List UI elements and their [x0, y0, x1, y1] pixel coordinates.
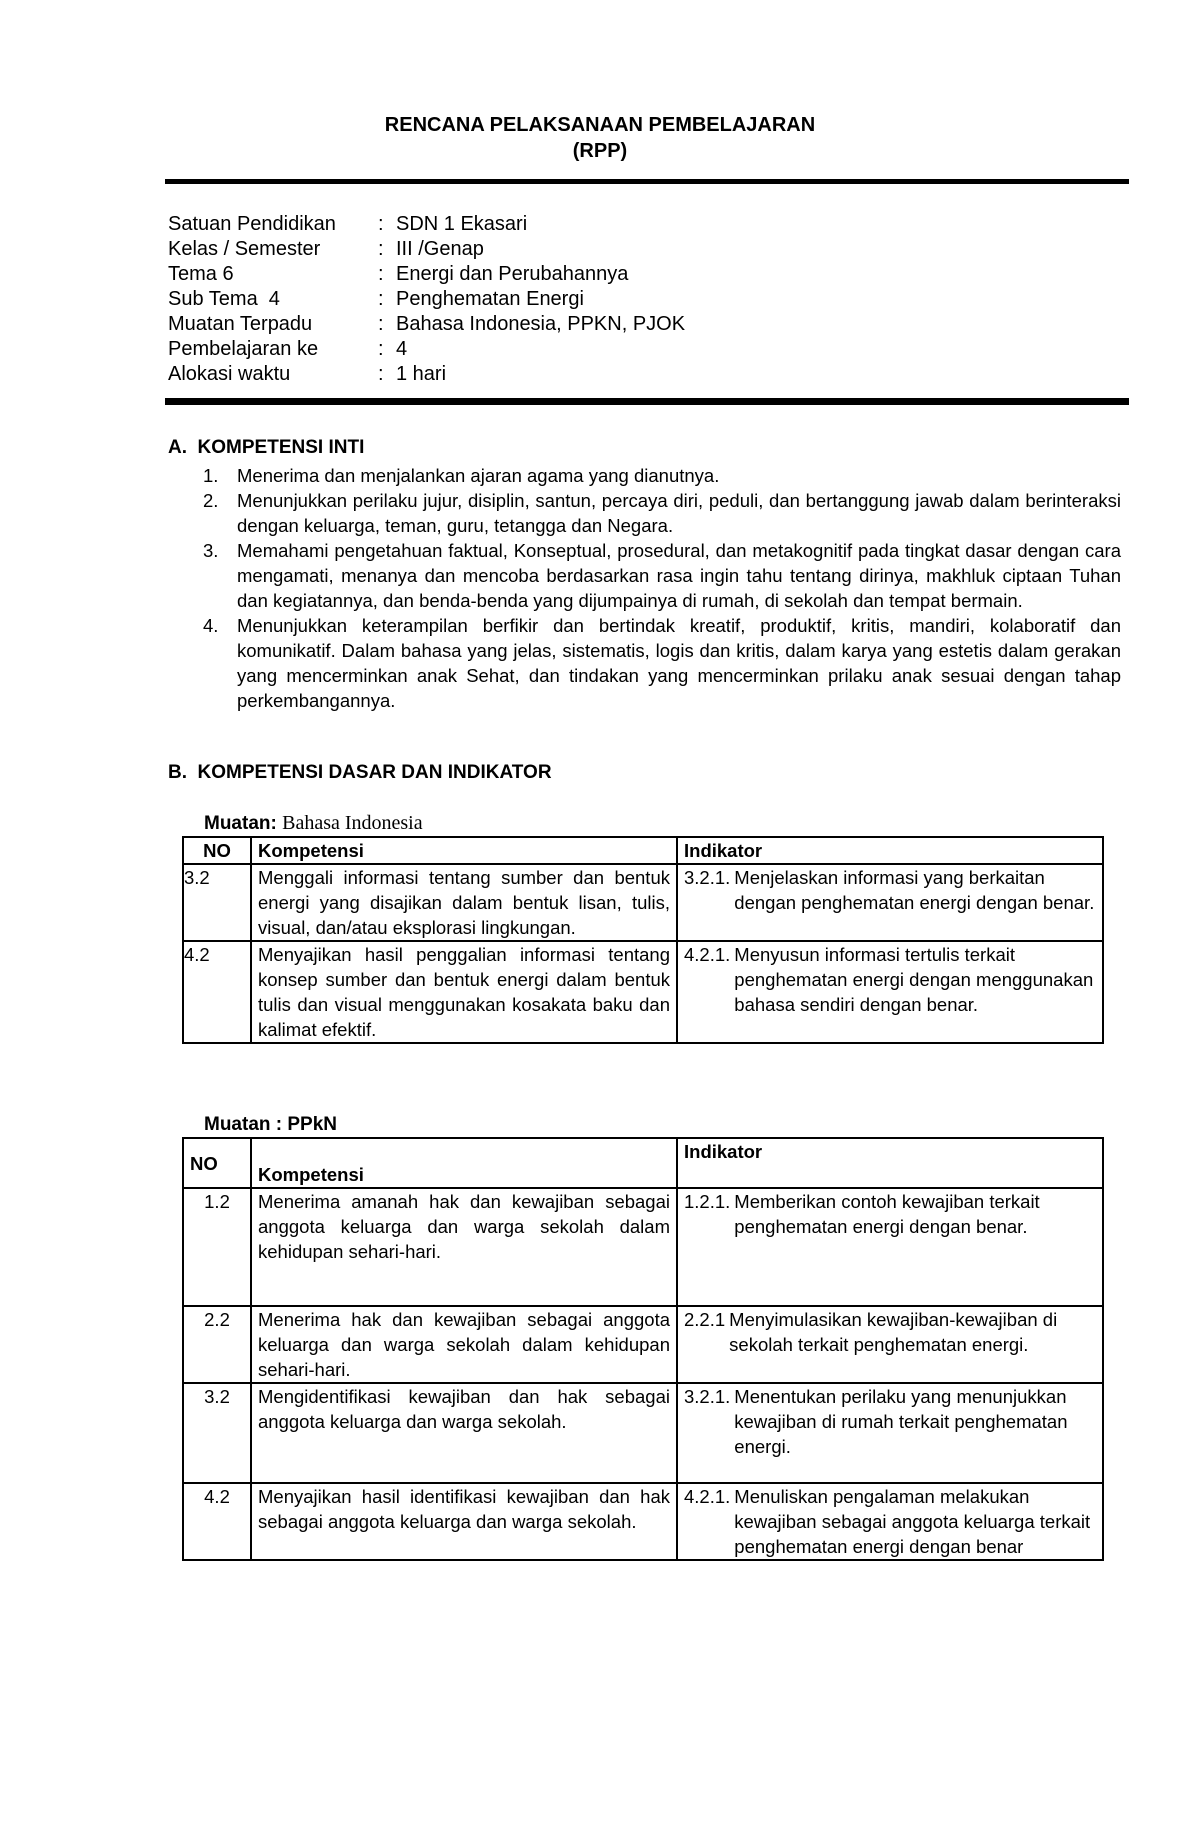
- identity-row: [168, 312, 685, 337]
- header-indikator: Indikator: [677, 1138, 1103, 1188]
- indikator-code: 1.2.1.: [684, 1191, 731, 1212]
- kompetensi-inti-list: [203, 463, 1121, 713]
- identity-value: 1 hari: [396, 363, 447, 385]
- table-row: [183, 1188, 1103, 1306]
- muatan-ppkn: [204, 1114, 337, 1136]
- bottom-rule: [165, 398, 1129, 405]
- indikator-text: Menyusun informasi tertulis terkait penghematan energi dengan menggunakan bahasa sendiri dengan benar.: [734, 944, 1094, 1015]
- identity-colon: :: [378, 238, 384, 260]
- indikator-text: Menjelaskan informasi yang berkaitan dengan penghematan energi dengan benar.: [734, 867, 1095, 913]
- cell-no: 4.2: [183, 941, 251, 1043]
- identity-label: Tema 6: [168, 263, 234, 285]
- cell-indikator: [677, 1306, 1103, 1383]
- indikator-code: 3.2.1.: [684, 867, 731, 888]
- cell-no: 3.2: [183, 1383, 251, 1483]
- kd-table-ppkn: [182, 1137, 1104, 1561]
- identity-row: [168, 237, 685, 262]
- identity-label: Sub Tema 4: [168, 288, 280, 310]
- table-row: [183, 1483, 1103, 1560]
- list-item: [203, 613, 1121, 713]
- identity-value: SDN 1 Ekasari: [396, 213, 528, 235]
- identity-label: Satuan Pendidikan: [168, 213, 336, 235]
- identity-row: [168, 262, 685, 287]
- cell-indikator: [677, 941, 1103, 1043]
- table-row: [183, 1306, 1103, 1383]
- identity-colon: :: [378, 313, 384, 335]
- identity-block: [168, 212, 685, 387]
- muatan-label: Muatan:: [204, 813, 277, 834]
- document-subtitle: (RPP): [572, 140, 628, 162]
- identity-value: 4: [396, 338, 408, 360]
- identity-value: Penghematan Energi: [396, 288, 584, 310]
- identity-colon: :: [378, 263, 384, 285]
- list-item-text: Menunjukkan keterampilan berfikir dan bertindak kreatif, produktif, kritis, mandiri, kolaboratif dan komunikatif. Dalam bahasa yang jelas, sistematis, logis dan kritis, dalam karya yang estetis dalam gerakan yang mencerminkan anak Sehat, dan tindakan yang mencerminkan prilaku anak sesuai dengan tahap perkembangannya.: [237, 615, 1121, 711]
- section-a-title: A. KOMPETENSI INTI: [168, 437, 365, 458]
- identity-label: Alokasi waktu: [168, 363, 291, 385]
- list-item: [203, 488, 1121, 538]
- indikator-code: 4.2.1.: [684, 1486, 731, 1507]
- list-item: [203, 538, 1121, 613]
- header-indikator: Indikator: [677, 837, 1103, 864]
- cell-indikator: [677, 1483, 1103, 1560]
- header-kompetensi: Kompetensi: [251, 837, 677, 864]
- identity-colon: :: [378, 213, 384, 235]
- identity-label: Kelas / Semester: [168, 238, 321, 260]
- cell-kompetensi: Menerima hak dan kewajiban sebagai anggota keluarga dan warga sekolah dalam kehidupan sehari-hari.: [251, 1306, 677, 1383]
- table-row: [183, 864, 1103, 941]
- identity-label: Muatan Terpadu: [168, 313, 313, 335]
- list-item-number: 4.: [203, 615, 219, 636]
- cell-no: 2.2: [183, 1306, 251, 1383]
- identity-value: Energi dan Perubahannya: [396, 263, 629, 285]
- table-row: [183, 1383, 1103, 1483]
- identity-row: [168, 287, 685, 312]
- list-item-number: 3.: [203, 540, 219, 561]
- list-item-number: 1.: [203, 465, 219, 486]
- indikator-code: 4.2.1.: [684, 944, 731, 965]
- section-b-title: B. KOMPETENSI DASAR DAN INDIKATOR: [168, 762, 552, 783]
- identity-label: Pembelajaran ke: [168, 338, 319, 360]
- indikator-text: Menyimulasikan kewajiban-kewajiban di sekolah terkait penghematan energi.: [729, 1309, 1058, 1355]
- table-header-row: [183, 1138, 1103, 1188]
- header-no: NO: [183, 837, 251, 864]
- cell-indikator: [677, 864, 1103, 941]
- cell-indikator: [677, 1188, 1103, 1306]
- identity-row: [168, 362, 685, 387]
- muatan-bahasa-indonesia: [204, 812, 423, 835]
- document-title: RENCANA PELAKSANAAN PEMBELAJARAN: [384, 114, 816, 136]
- indikator-code: 2.2.1: [684, 1309, 726, 1330]
- identity-colon: :: [378, 288, 384, 310]
- identity-row: [168, 337, 685, 362]
- cell-kompetensi: Menyajikan hasil identifikasi kewajiban dan hak sebagai anggota keluarga dan warga sekolah.: [251, 1483, 677, 1560]
- kd-table-bahasa-indonesia: [182, 836, 1104, 1044]
- indikator-text: Menuliskan pengalaman melakukan kewajiban sebagai anggota keluarga terkait penghematan energi dengan benar: [734, 1486, 1091, 1557]
- indikator-text: Memberikan contoh kewajiban terkait penghematan energi dengan benar.: [734, 1191, 1040, 1237]
- muatan-label: Muatan : PPkN: [204, 1114, 338, 1135]
- cell-no: 1.2: [183, 1188, 251, 1306]
- table-header-row: [183, 837, 1103, 864]
- list-item: [203, 463, 1121, 488]
- cell-no: 4.2: [183, 1483, 251, 1560]
- cell-kompetensi: Menerima amanah hak dan kewajiban sebagai anggota keluarga dan warga sekolah dalam kehidupan sehari-hari.: [251, 1188, 677, 1306]
- cell-no: 3.2: [183, 864, 251, 941]
- header-kompetensi: Kompetensi: [251, 1138, 677, 1188]
- identity-value: III /Genap: [396, 238, 484, 260]
- header-no: NO: [183, 1138, 251, 1188]
- list-item-number: 2.: [203, 490, 219, 511]
- indikator-text: Menentukan perilaku yang menunjukkan kewajiban di rumah terkait penghematan energi.: [734, 1386, 1068, 1457]
- list-item-text: Memahami pengetahuan faktual, Konseptual, prosedural, dan metakognitif pada tingkat dasar dengan cara mengamati, menanya dan mencoba berdasarkan rasa ingin tahu tentang dirinya, makhluk ciptaan Tuhan dan kegiatannya, dan benda-benda yang dijumpainya di rumah, di sekolah dan tempat bermain.: [237, 540, 1121, 611]
- cell-kompetensi: Menggali informasi tentang sumber dan bentuk energi yang disajikan dalam bentuk lisan, tulis, visual, dan/atau eksplorasi lingkungan.: [251, 864, 677, 941]
- identity-value: Bahasa Indonesia, PPKN, PJOK: [396, 313, 686, 335]
- table-row: [183, 941, 1103, 1043]
- cell-kompetensi: Menyajikan hasil penggalian informasi tentang konsep sumber dan bentuk energi dalam bentuk tulis dan visual menggunakan kosakata baku dan kalimat efektif.: [251, 941, 677, 1043]
- list-item-text: Menunjukkan perilaku jujur, disiplin, santun, percaya diri, peduli, dan bertanggung jawab dalam berinteraksi dengan keluarga, teman, guru, tetangga dan Negara.: [237, 490, 1121, 536]
- muatan-value: Bahasa Indonesia: [282, 812, 423, 834]
- indikator-code: 3.2.1.: [684, 1386, 731, 1407]
- list-item-text: Menerima dan menjalankan ajaran agama yang dianutnya.: [237, 465, 720, 486]
- cell-indikator: [677, 1383, 1103, 1483]
- cell-kompetensi: Mengidentifikasi kewajiban dan hak sebagai anggota keluarga dan warga sekolah.: [251, 1383, 677, 1483]
- top-rule: [165, 179, 1129, 184]
- identity-colon: :: [378, 338, 384, 360]
- identity-colon: :: [378, 363, 384, 385]
- identity-row: [168, 212, 685, 237]
